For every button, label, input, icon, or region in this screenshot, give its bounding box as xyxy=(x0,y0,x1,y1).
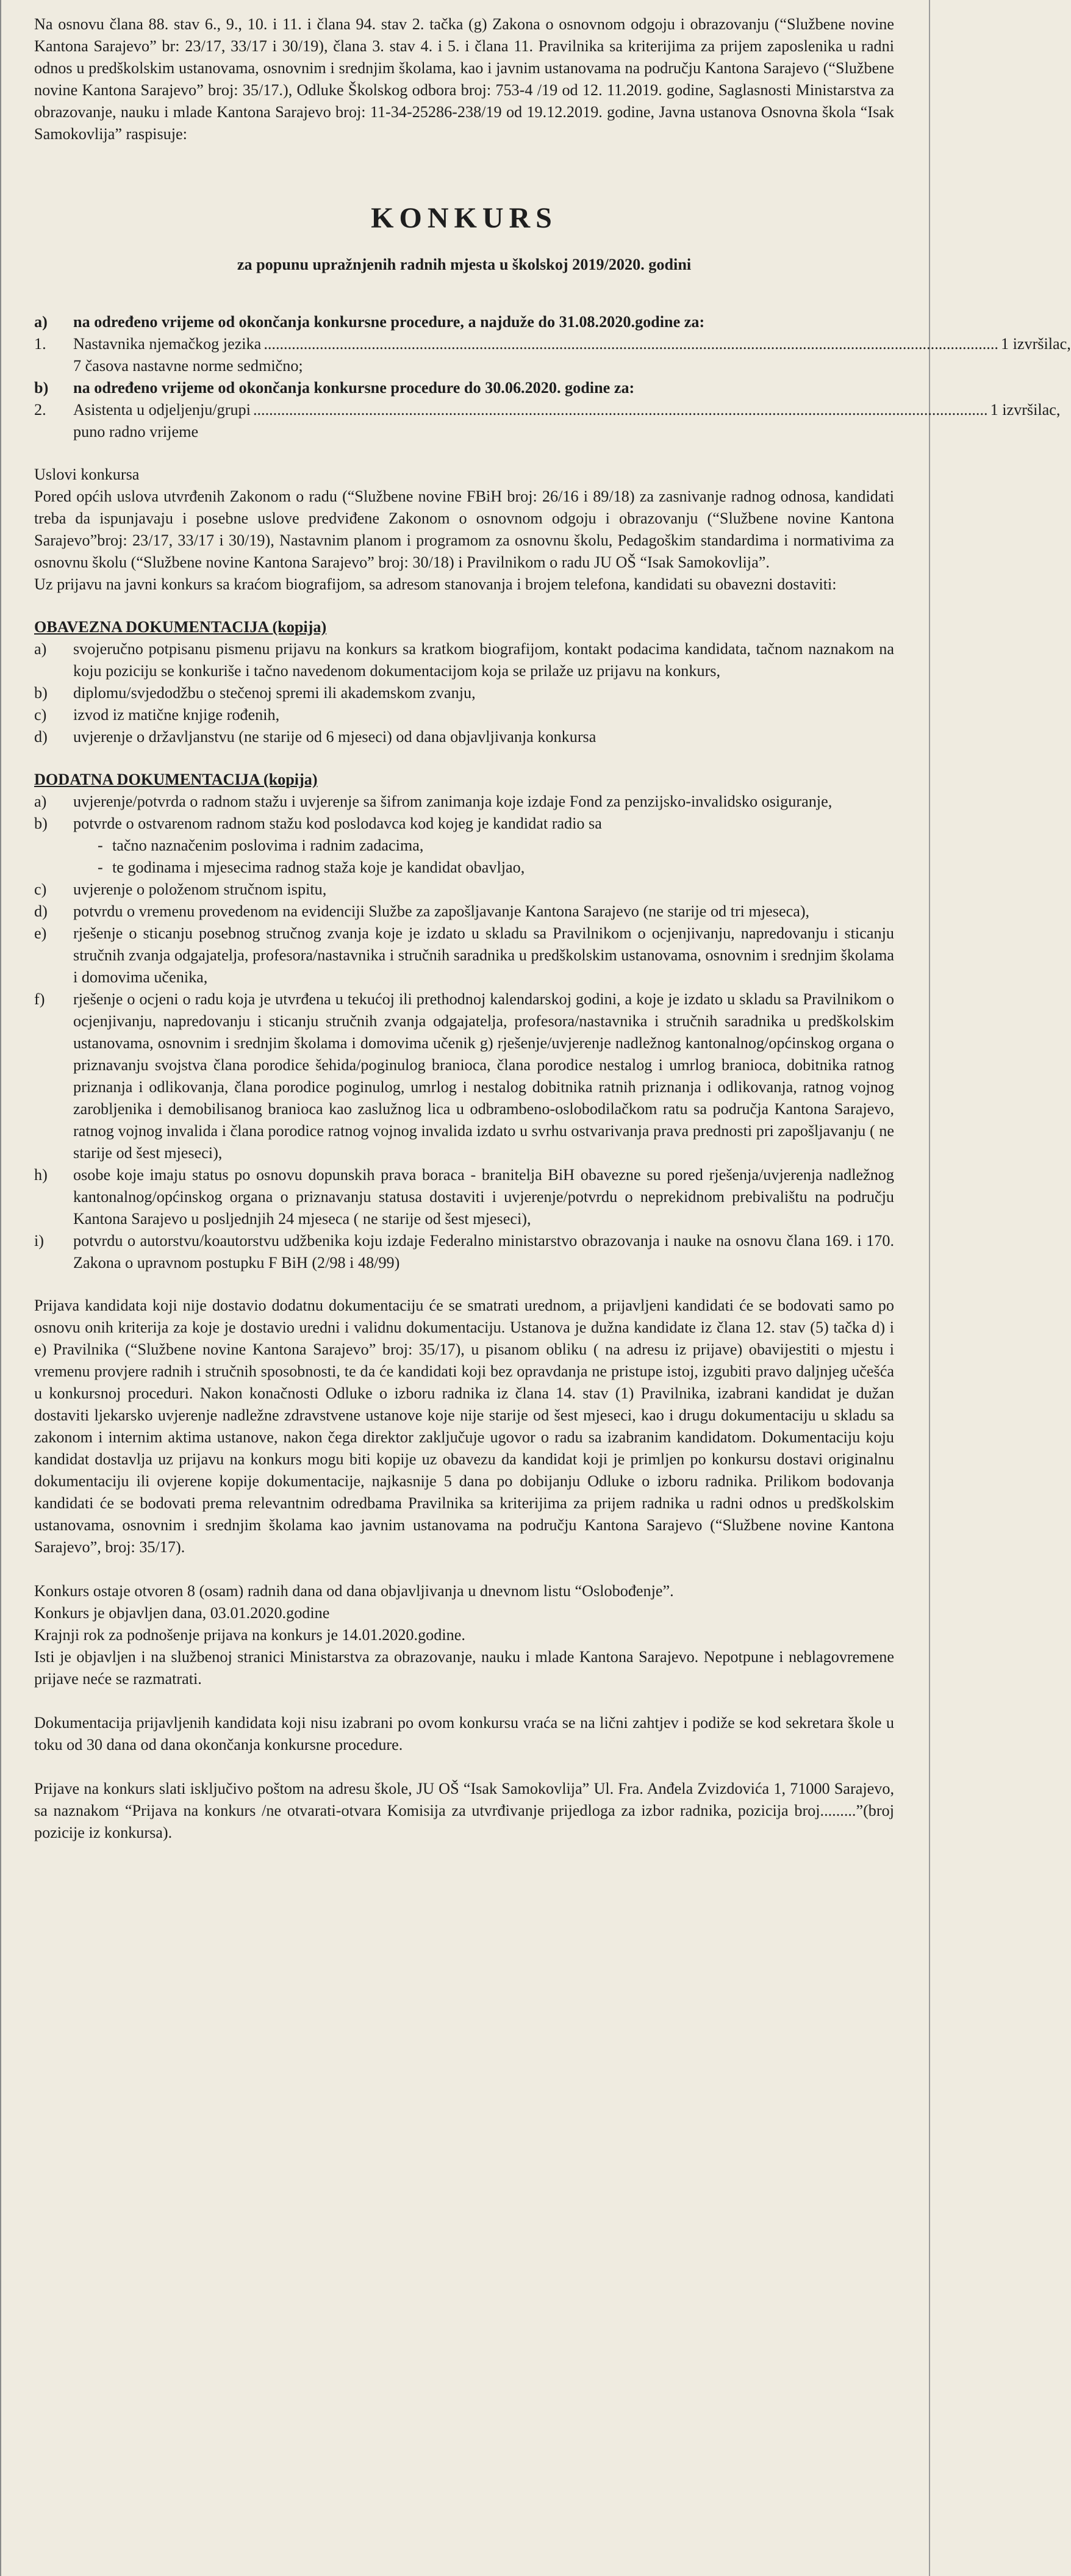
right-border-line xyxy=(929,0,930,2576)
position-label: b) xyxy=(34,379,49,397)
list-item xyxy=(34,704,894,726)
dot-leader: ........................................................................................................................................................................................ xyxy=(263,335,998,353)
list-marker: i) xyxy=(34,1232,44,1250)
position-item-1 xyxy=(34,333,1071,377)
position-title: Nastavnika njemačkog jezika xyxy=(73,335,262,353)
list-text: uvjerenje/potvrda o radnom stažu i uvjerenje sa šifrom zanimanja koje izdaje Fond za penzijsko-invalidsko osiguranje, xyxy=(73,793,833,810)
list-marker: e) xyxy=(34,924,47,942)
list-marker: c) xyxy=(34,706,47,724)
list-marker: d) xyxy=(34,902,48,920)
position-group-text: na određeno vrijeme od okončanja konkursne procedure, a najduže do 31.08.2020.godine za: xyxy=(73,313,705,331)
closing-paragraph: Konkurs je objavljen dana, 03.01.2020.godine xyxy=(34,1604,330,1622)
list-item xyxy=(34,791,894,813)
intro-paragraph: Na osnovu člana 88. stav 6., 9., 10. i 11. i člana 94. stav 2. tačka (g) Zakona o osnovnom odgoju i obrazovanju (“Službene novine Kantona Sarajevo” br: 23/17, 33/17 i 30/19), člana 3. stav 4. i 5. i člana 11. Pravilnika sa kriterijima za prijem zaposlenika u radni odnos u predškolskim ustanovama, osnovnim i srednjim školama, kao i javnim ustanovama na području Kantona Sarajevo (“Službene novine Kantona Sarajevo” broj: 35/17.), Odluke Školskog odbora broj: 753-4 /19 od 12. 11.2019. godine, Saglasnosti Ministarstva za obrazovanje, nauku i mlade Kantona Sarajevo broj: 11-34-25286-238/19 od 19.12.2019. godine, Javna ustanova Osnovna škola “Isak Samokovlija” raspisuje: xyxy=(34,15,894,143)
list-marker: f) xyxy=(34,990,45,1008)
position-note: 7 časova nastavne norme sedmično; xyxy=(73,357,303,375)
announcement-column xyxy=(34,13,1071,1844)
document-subtitle: za popunu upražnjenih radnih mjesta u školskoj 2019/2020. godini xyxy=(237,256,692,273)
dash-marker: - xyxy=(98,858,103,876)
intro-section xyxy=(34,13,894,145)
position-note: puno radno vrijeme xyxy=(73,423,199,441)
closing-paragraph: Dokumentacija prijavljenih kandidata koji nisu izabrani po ovom konkursu vraća se na lični zahtjev i podiže se kod sekretara škole u toku od 30 dana od dana okončanja konkursne procedure. xyxy=(34,1714,894,1754)
list-marker: d) xyxy=(34,728,48,746)
list-item xyxy=(34,901,894,923)
position-count: 1 izvršilac, xyxy=(990,401,1061,419)
conditions-paragraph: Uz prijavu na javni konkurs sa kraćom biografijom, sa adresom stanovanja i brojem telefona, kandidati su obavezni dostaviti: xyxy=(34,575,837,593)
closing-paragraph: Konkurs ostaje otvoren 8 (osam) radnih dana od dana objavljivanja u dnevnom listu “Oslobođenje”. xyxy=(34,1582,674,1600)
list-marker: c) xyxy=(34,880,47,898)
list-marker: h) xyxy=(34,1166,48,1184)
list-text: uvjerenje o položenom stručnom ispitu, xyxy=(73,880,327,898)
list-text: izvod iz matične knjige rođenih, xyxy=(73,706,280,724)
list-item xyxy=(34,726,894,748)
closing-section xyxy=(34,1295,894,1844)
list-marker: b) xyxy=(34,684,48,702)
list-text: osobe koje imaju status po osnovu dopunskih prava boraca - branitelja BiH obavezne su pored rješenja/uvjerenja nadležnog kantonalnog/općinskog organa o priznavanju statusa dostaviti i uvjerenje/potvrdu o neprekidnom prebivalištu na području Kantona Sarajevo u posljednjih 24 mjeseca ( ne starije od šest mjeseci), xyxy=(73,1166,894,1228)
closing-paragraph: Prijave na konkurs slati isključivo poštom na adresu škole, JU OŠ “Isak Samokovlija” Ul. Fra. Anđela Zvizdovića 1, 71000 Sarajevo, sa naznakom “Prijava na konkurs /ne otvarati-otvara Komisija za utvrđivanje prijedloga za izbor radnika, pozicija broj.........”(broj pozicije iz konkursa). xyxy=(34,1780,894,1841)
list-item xyxy=(34,923,894,988)
mandatory-docs-heading: OBAVEZNA DOKUMENTACIJA (kopija) xyxy=(34,618,327,636)
closing-paragraph: Krajnji rok za podnošenje prijava na konkurs je 14.01.2020.godine. xyxy=(34,1626,465,1644)
list-marker: b) xyxy=(34,815,48,832)
list-text: rješenje o sticanju posebnog stručnog zvanja koje je izdato u skladu sa Pravilnikom o ocjenjivanju, napredovanju i sticanju stručnih zvanja odgajatelja, profesora/nastavnika i stručnih saradnika u predškolskim ustanovama, osnovnim i srednjim školama i domovima učenika, xyxy=(73,924,894,986)
list-text: rješenje o ocjeni o radu koja je utvrđena u tekućoj ili prethodnoj kalendarskoj godini, a koje je izdato u skladu sa Pravilnikom o ocjenjivanju, napredovanju i sticanju stručnih zvanja odgajatelja, profesora/nastavnika i stručnih saradnika u predškolskim ustanovama, osnovnim i srednjim školama i domovima učenik g) rješenje/uvjerenje nadležnog kantonalnog/općinskog organa o priznavanju svojstva člana porodice šehida/poginulog branioca, člana porodice nestalog i umrlog branioca, dobitnika ratnog priznanja i odlikovanja, člana porodice poginulog, umrlog i nestalog dobitnika ratnih priznanja i odlikovanja, ratnog vojnog zarobljenika i demobilisanog branioca kao zaslužnog lica u odbrambeno-oslobodilačkom ratu sa područja Kantona Sarajevo, ratnog vojnog invalida i člana porodice ratnog vojnog invalida izdato u svrhu ostvarivanja prava prednosti pri zapošljavanju ( ne starije od šest mjeseci), xyxy=(73,990,894,1162)
position-count: 1 izvršilac, xyxy=(1000,335,1071,353)
list-marker: a) xyxy=(34,640,47,658)
position-label: 2. xyxy=(34,401,46,419)
list-text: diplomu/svjedodžbu o stečenoj spremi ili akademskom zvanju, xyxy=(73,684,476,702)
position-label: 1. xyxy=(34,335,46,353)
list-text: potvrdu o autorstvu/koautorstvu udžbenika koju izdaje Federalno ministarstvo obrazovanja i nauke na osnovu člana 169. i 170. Zakona o upravnom postupku F BiH (2/98 i 48/99) xyxy=(73,1232,894,1272)
closing-paragraph: Prijava kandidata koji nije dostavio dodatnu dokumentaciju će se smatrati urednom, a prijavljeni kandidati će se bodovati samo po osnovu onih kriterija za koje je dostavio uredni i validnu dokumentaciju. Ustanova je dužna kandidate iz člana 12. stav (5) tačka d) i e) Pravilnika (“Službene novine Kantona Sarajevo” broj: 35/17), u pisanom obliku ( na adresu iz prijave) obavijestiti o mjestu i vremenu provjere radnih i stručnih sposobnosti, te da će kandidati koji bez opravdanja ne pristupe istoj, izgubiti pravo daljnjeg učešća u konkursnoj proceduri. Nakon konačnosti Odluke o izboru radnika iz člana 14. stav (1) Pravilnika, izabrani kandidat je dužan dostaviti ljekarsko uvjerenje nadležne zdravstvene ustanove koje nije starije od šest mjeseci, kao i drugu dokumentaciju u skladu sa zakonom i internim aktima ustanove, nakon čega direktor zaključuje ugovor o radu sa izabranim kandidatom. Dokumentaciju koju kandidat dostavlja uz prijavu na konkurs mogu biti kopije uz obavezu da kandidat koji je primljen po konkursu dostavi originalnu dokumentaciju ili ovjerene kopije dokumentacije, najkasnije 5 dana po dobijanju Odluke o izboru radnika. Prilikom bodovanja kandidati će se bodovati prema relevantnim odredbama Pravilnika sa kriterijima za prijem radnika u radni odnos u predškolskim ustanovama, osnovnim i srednjim školama kao javnim ustanovama na području Kantona Sarajevo (“Službene novine Kantona Sarajevo”, broj: 35/17). xyxy=(34,1297,894,1556)
list-item xyxy=(34,813,894,835)
position-group-text: na određeno vrijeme od okončanja konkursne procedure do 30.06.2020. godine za: xyxy=(73,379,635,397)
list-text: potvrdu o vremenu provedenom na evidenciji Službe za zapošljavanje Kantona Sarajevo (ne starije od tri mjeseca), xyxy=(73,902,810,920)
list-item xyxy=(34,1164,894,1230)
list-text: te godinama i mjesecima radnog staža koje je kandidat obavljao, xyxy=(112,858,525,876)
additional-docs-section xyxy=(34,769,894,1274)
mandatory-docs-section xyxy=(34,616,894,748)
list-item xyxy=(34,682,894,704)
position-title: Asistenta u odjeljenju/grupi xyxy=(73,401,251,419)
list-item xyxy=(34,638,894,682)
position-group-b xyxy=(34,377,894,399)
list-text: uvjerenje o državljanstvu (ne starije od 6 mjeseci) od dana objavljivanja konkursa xyxy=(73,728,596,746)
conditions-section xyxy=(34,464,894,595)
position-item-2 xyxy=(34,399,1061,443)
dot-leader: ........................................................................................................................................................................................ xyxy=(253,401,988,419)
list-item xyxy=(34,988,894,1164)
dash-marker: - xyxy=(98,836,103,854)
closing-paragraph: Isti je objavljen i na službenoj stranici Ministarstva za obrazovanje, nauku i mlade Kantona Sarajevo. Nepotpune i neblagovremene prijave neće se razmatrati. xyxy=(34,1648,894,1688)
list-item xyxy=(34,879,894,901)
list-item xyxy=(34,1230,894,1274)
sub-list-item xyxy=(73,857,894,879)
list-text: potvrde o ostvarenom radnom stažu kod poslodavca kod kojeg je kandidat radio sa xyxy=(73,815,602,832)
list-text: svojeručno potpisanu pismenu prijavu na konkurs sa kratkom biografijom, kontakt podacima kandidata, tačnom naznakom na koju poziciju se konkuriše i tačno navedenom dokumentacijom koja se prilaže uz prijavu na konkurs, xyxy=(73,640,894,680)
list-text: tačno naznačenim poslovima i radnim zadacima, xyxy=(112,836,424,854)
positions-list xyxy=(34,311,1071,443)
additional-docs-heading: DODATNA DOKUMENTACIJA (kopija) xyxy=(34,771,318,788)
conditions-heading: Uslovi konkursa xyxy=(34,466,140,483)
position-group-a xyxy=(34,311,894,333)
document-title: KONKURS xyxy=(371,202,557,234)
position-label: a) xyxy=(34,313,48,331)
sub-list-item xyxy=(73,835,894,857)
list-marker: a) xyxy=(34,793,47,810)
left-border-line xyxy=(0,0,1,2576)
conditions-paragraph: Pored općih uslova utvrđenih Zakonom o radu (“Službene novine FBiH broj: 26/16 i 89/18) za zasnivanje radnog odnosa, kandidati treba da ispunjavaju i posebne uslove predviđene Zakonom o osnovnom odgoju i obrazovanju (“Službene novine Kantona Sarajevo”broj: 23/17, 33/17 i 30/19), Nastavnim planom i programom za osnovnu školu, Pedagoškim standardima i normativima za osnovnu školu (“Službene novine Kantona Sarajevo” broj: 30/18) i Pravilnikom o radu JU OŠ “Isak Samokovlija”. xyxy=(34,487,894,571)
